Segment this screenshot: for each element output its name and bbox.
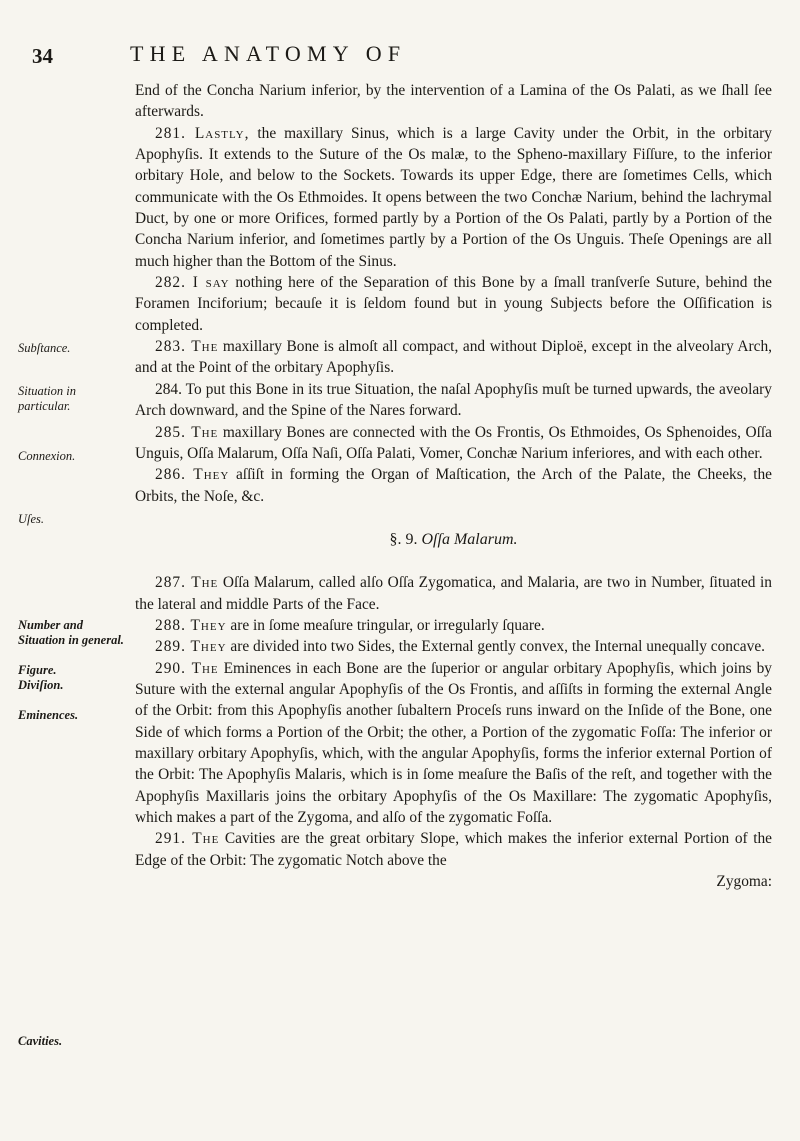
- paragraph-283: 283. The maxillary Bone is almoſt all compact, and without Diploë, except in the alveolary Arch, and at the Point of the orbitary Apophyſis.: [135, 338, 772, 377]
- paragraph-lead: 281. Lastly,: [155, 124, 250, 142]
- sidenote-number-situation: Number and Situation in general.: [18, 618, 124, 647]
- main-text: [135, 80, 772, 892]
- section-heading: [135, 529, 772, 550]
- paragraph-lead: 291. The: [155, 830, 220, 848]
- running-head: THE ANATOMY OF: [130, 41, 407, 66]
- paragraph-287: 287. The Oſſa Malarum, called alſo Oſſa Zygomatica, and Malaria, are two in Number, ſituated in the lateral and middle Parts of the Face.: [135, 574, 772, 613]
- paragraph-lead: 287. The: [155, 574, 219, 592]
- section-title: Oſſa Malarum.: [421, 530, 518, 548]
- catchword: Zygoma:: [716, 873, 772, 891]
- paragraph-continued: End of the Concha Narium inferior, by the intervention of a Lamina of the Os Palati, as we ſhall ſee afterwards.: [135, 82, 772, 121]
- paragraph-285: 285. The maxillary Bones are connected with the Os Frontis, Os Ethmoides, Os Sphenoides, Oſſa Unguis, Oſſa Malarum, Oſſa Naſi, Oſſa Palati, Vomer, Conchæ Narium inferiores, and with each other.: [135, 423, 772, 462]
- paragraph-286: 286. They aſſiſt in forming the Organ of Maſtication, the Arch of the Palate, the Cheeks, the Orbits, the Noſe, &c.: [135, 466, 773, 505]
- paragraph-lead: 284.: [155, 380, 182, 398]
- paragraph-289: 289. They are divided into two Sides, the External gently convex, the Internal unequally concave.: [155, 638, 766, 656]
- paragraph-281: 281. Lastly, the maxillary Sinus, which is a large Cavity under the Orbit, in the orbitary Apophyſis. It extends to the Suture of the Os malæ, to the Spheno-maxillary Fiſſure, to the inferior orbitary Hole, and below to the Sockets. Towards its upper Edge, there are ſometimes Cells, which communicate with the Os Ethmoides. It opens between the two Conchæ Narium, behind the lachrymal Duct, by one or more Orifices, formed partly by a Portion of the Os Palati, partly by a Portion of the Concha Narium inferior, and ſometimes partly by a Portion of the Os Unguis. Theſe Openings are all much higher than the Bottom of the Sinus.: [135, 124, 772, 270]
- sidenote-substance: Subſtance.: [18, 341, 71, 355]
- sidenote-situation: Situation in particular.: [18, 384, 76, 413]
- paragraph-288: 288. They are in ſome meaſure tringular, or irregularly ſquare.: [155, 616, 545, 634]
- paragraph-284: 284. To put this Bone in its true Situation, the naſal Apophyſis muſt be turned upwards, the aveolary Arch downward, and the Spine of the Nares forward.: [135, 380, 772, 420]
- sidenote-connexion: Connexion.: [18, 449, 76, 463]
- sidenote-uses: Uſes.: [18, 512, 45, 526]
- paragraph-290: 290. The Eminences in each Bone are the ſuperior or angular orbitary Apophyſis, which joins by Suture with the external angular Apophyſis of the Os Frontis, and aſſiſts in forming the external Angle of the Orbit: from this Apophyſis another ſubaltern Proceſs runs inward on the Inſide of the Bone, one Side of which forms a Portion of the Orbit; the other, a Portion of the zygomatic Foſſa: The inferior or maxillary orbitary Apophyſis, which, with the angular Apophyſis, forms the inferior external Portion of the Orbit: The Apophyſis Malaris, which is in ſome meaſure the Baſis of the reſt, and together with the Apophyſis Maxillaris joins the orbitary Apophyſis of the Os Maxillare: The zygomatic Apophyſis, which makes a part of the Zygoma, and alſo of the zygomatic Foſſa.: [135, 659, 772, 826]
- page-number: 34: [32, 44, 53, 68]
- paragraph-282: 282. I say nothing here of the Separation of this Bone by a ſmall tranſverſe Suture, behind the Foramen Inciforium; becauſe it is ſeldom found but in young Subjects before the Oſſification is completed.: [135, 274, 772, 334]
- paragraph-lead: 282. I say: [155, 274, 230, 292]
- paragraph-lead: 290. The: [155, 659, 219, 677]
- paragraph-291: 291. The Cavities are the great orbitary Slope, which makes the inferior external Portion of the Edge of the Orbit: The zygomatic Notch above the: [135, 830, 772, 869]
- section-number: §. 9.: [389, 530, 418, 548]
- paragraph-lead: 285. The: [155, 423, 219, 441]
- paragraph-lead: 288. They: [155, 616, 227, 634]
- sidenote-eminences: Eminences.: [18, 708, 79, 722]
- sidenote-figure: Figure.: [18, 663, 57, 677]
- paragraph-lead: 289. They: [155, 638, 227, 656]
- sidenote-division: Diviſion.: [18, 678, 64, 692]
- paragraph-lead: 283. The: [155, 338, 219, 356]
- paragraph-lead: 286. They: [155, 466, 230, 484]
- sidenote-cavities: Cavities.: [18, 1034, 63, 1048]
